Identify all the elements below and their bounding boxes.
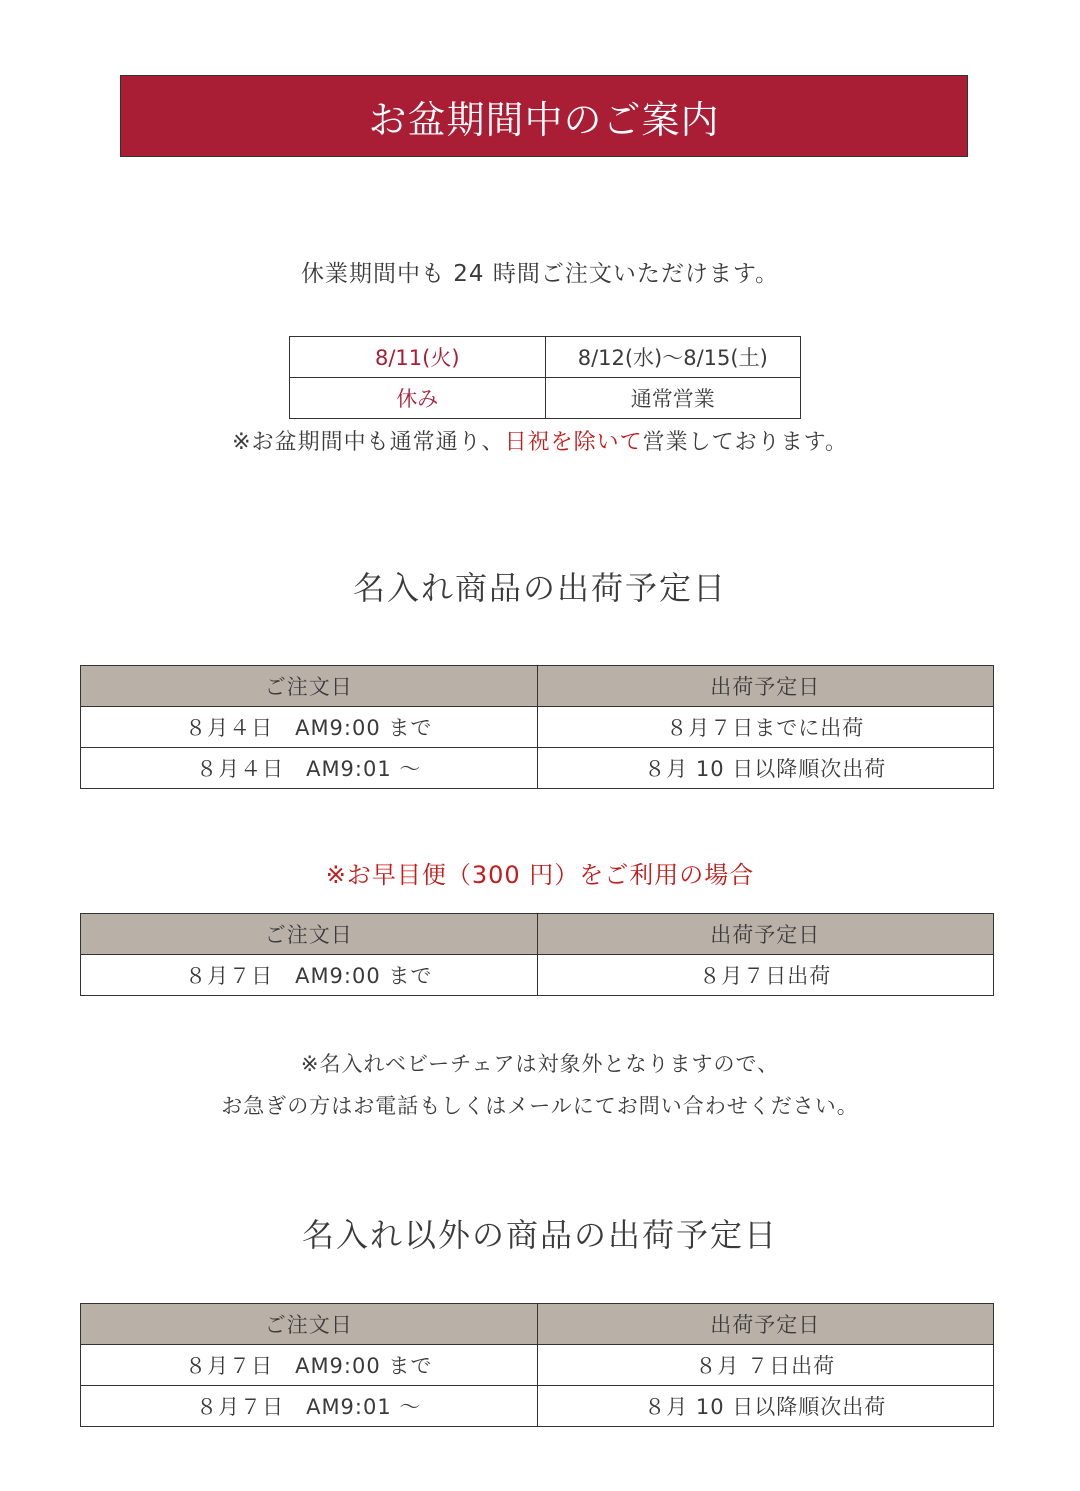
table-row bbox=[81, 748, 994, 789]
engraved-shipping-table bbox=[80, 665, 994, 789]
order-date-cell: ８月７日 AM9:01 〜 bbox=[81, 1386, 538, 1427]
column-header-ship-date: 出荷予定日 bbox=[537, 1304, 994, 1345]
baby-chair-note bbox=[0, 1043, 1080, 1127]
express-title: ※お早目便（300 円）をご利用の場合 bbox=[325, 861, 755, 889]
column-header-ship-date: 出荷予定日 bbox=[537, 914, 994, 955]
ship-date-cell: ８月 10 日以降順次出荷 bbox=[537, 748, 994, 789]
holiday-note-after: 営業しております。 bbox=[642, 430, 848, 455]
holiday-open-status: 通常営業 bbox=[545, 378, 801, 419]
table-row bbox=[81, 707, 994, 748]
ship-date-cell: ８月 ７日出荷 bbox=[537, 1345, 994, 1386]
ship-date-cell: ８月７日までに出荷 bbox=[537, 707, 994, 748]
holiday-schedule-table bbox=[289, 336, 801, 419]
order-date-cell: ８月４日 AM9:00 まで bbox=[81, 707, 538, 748]
express-shipping-table bbox=[80, 913, 994, 996]
ship-date-cell: ８月 10 日以降順次出荷 bbox=[537, 1386, 994, 1427]
column-header-order-date: ご注文日 bbox=[81, 914, 538, 955]
order-date-cell: ８月４日 AM9:01 〜 bbox=[81, 748, 538, 789]
column-header-order-date: ご注文日 bbox=[81, 666, 538, 707]
section-title-engraved: 名入れ商品の出荷予定日 bbox=[352, 569, 727, 607]
baby-chair-note-line1: ※名入れベビーチェアは対象外となりますので、 bbox=[300, 1052, 780, 1076]
page-banner-title: お盆期間中のご案内 bbox=[120, 75, 968, 157]
table-row bbox=[81, 1345, 994, 1386]
column-header-ship-date: 出荷予定日 bbox=[537, 666, 994, 707]
order-date-cell: ８月７日 AM9:00 まで bbox=[81, 955, 538, 996]
table-row bbox=[81, 955, 994, 996]
holiday-closed-date: 8/11(火) bbox=[290, 337, 546, 378]
holiday-note bbox=[0, 425, 1080, 456]
section-title-non-engraved: 名入れ以外の商品の出荷予定日 bbox=[301, 1216, 778, 1254]
non-engraved-shipping-table bbox=[80, 1303, 994, 1427]
column-header-order-date: ご注文日 bbox=[81, 1304, 538, 1345]
holiday-note-highlight: 日祝を除いて bbox=[504, 430, 643, 455]
ship-date-cell: ８月７日出荷 bbox=[537, 955, 994, 996]
intro-text: 休業期間中も 24 時間ご注文いただけます。 bbox=[300, 261, 780, 287]
holiday-open-dates: 8/12(水)〜8/15(土) bbox=[545, 337, 801, 378]
holiday-closed-status: 休み bbox=[290, 378, 546, 419]
holiday-note-before: ※お盆期間中も通常通り、 bbox=[232, 430, 505, 455]
baby-chair-note-line2: お急ぎの方はお電話もしくはメールにてお問い合わせください。 bbox=[221, 1094, 859, 1118]
order-date-cell: ８月７日 AM9:00 まで bbox=[81, 1345, 538, 1386]
table-row bbox=[81, 1386, 994, 1427]
